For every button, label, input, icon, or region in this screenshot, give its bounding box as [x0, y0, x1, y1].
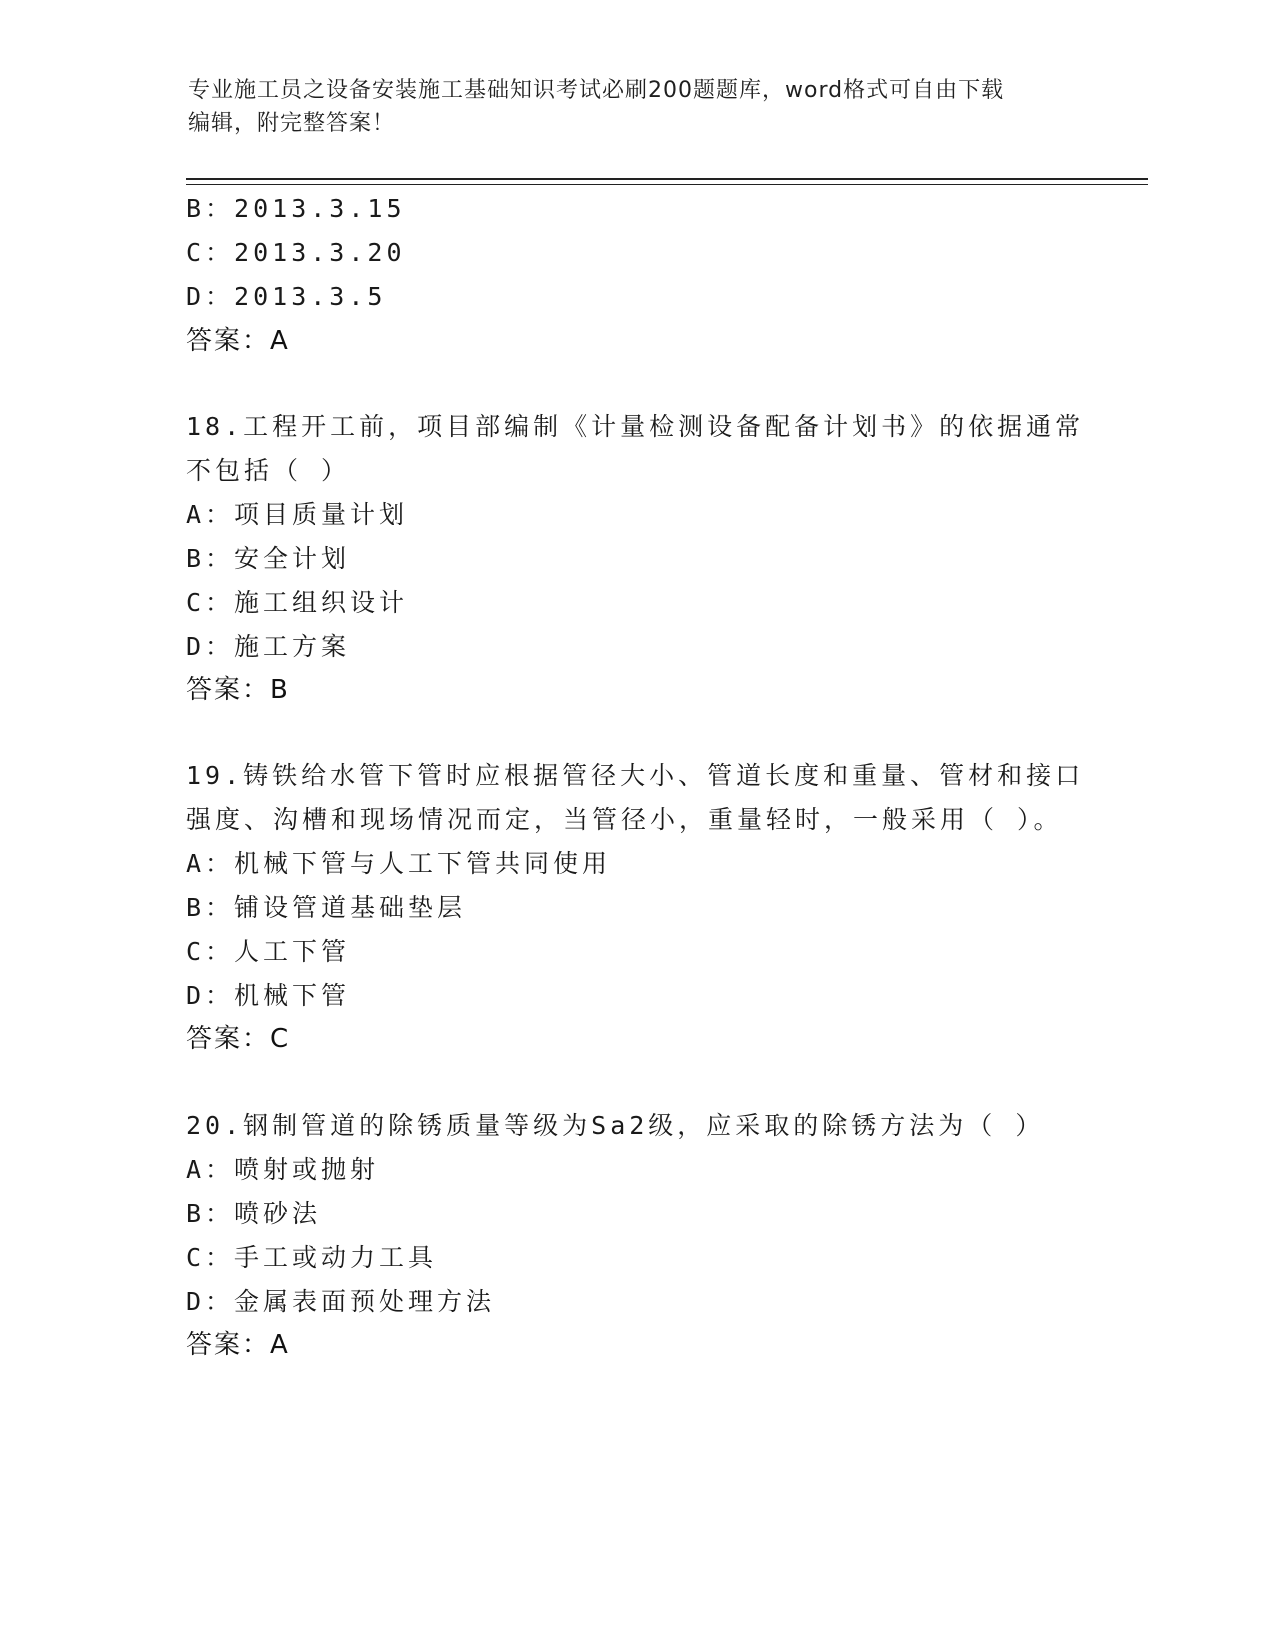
answer-label: 答案：A	[186, 326, 290, 356]
question-20-answer: 答案：A	[186, 1330, 290, 1360]
header-line-1: 专业施工员之设备安装施工基础知识考试必刷200题题库，word格式可自由下载	[188, 78, 1005, 103]
question-20-stem-1: 20.钢制管道的除锈质量等级为Sa2级，应采取的除锈方法为（ ）	[186, 1111, 1045, 1140]
question-20-option-b: B：喷砂法	[186, 1199, 322, 1228]
question-18-answer: 答案：B	[186, 675, 290, 705]
option-b: B：2013.3.15	[186, 194, 406, 223]
question-18-option-d: D：施工方案	[186, 632, 351, 661]
question-19-answer: 答案：C	[186, 1024, 291, 1054]
question-18-stem-1: 18.工程开工前，项目部编制《计量检测设备配备计划书》的依据通常	[186, 412, 1085, 441]
question-19-stem-1: 19.铸铁给水管下管时应根据管径大小、管道长度和重量、管材和接口	[186, 761, 1085, 790]
question-19-option-b: B：铺设管道基础垫层	[186, 893, 467, 922]
question-20-option-c: C：手工或动力工具	[186, 1243, 438, 1272]
page-header	[188, 74, 1088, 140]
question-20-option-d: D：金属表面预处理方法	[186, 1287, 496, 1316]
question-18-option-a: A：项目质量计划	[186, 500, 409, 529]
option-c: C：2013.3.20	[186, 238, 406, 267]
question-19-stem-2: 强度、沟槽和现场情况而定，当管径小，重量轻时，一般采用（ ）。	[186, 805, 1063, 834]
question-19-option-d: D：机械下管	[186, 981, 351, 1010]
option-d: D：2013.3.5	[186, 282, 387, 311]
question-18-option-b: B：安全计划	[186, 544, 351, 573]
header-rule-thin	[186, 184, 1148, 185]
question-20-option-a: A：喷射或抛射	[186, 1155, 380, 1184]
question-18-option-c: C：施工组织设计	[186, 588, 409, 617]
header-rule-thick	[186, 178, 1148, 180]
question-19-option-a: A：机械下管与人工下管共同使用	[186, 849, 612, 878]
header-line-2: 编辑，附完整答案！	[188, 111, 396, 136]
question-18-stem-2: 不包括（ ）	[186, 456, 351, 485]
question-19-option-c: C：人工下管	[186, 937, 351, 966]
